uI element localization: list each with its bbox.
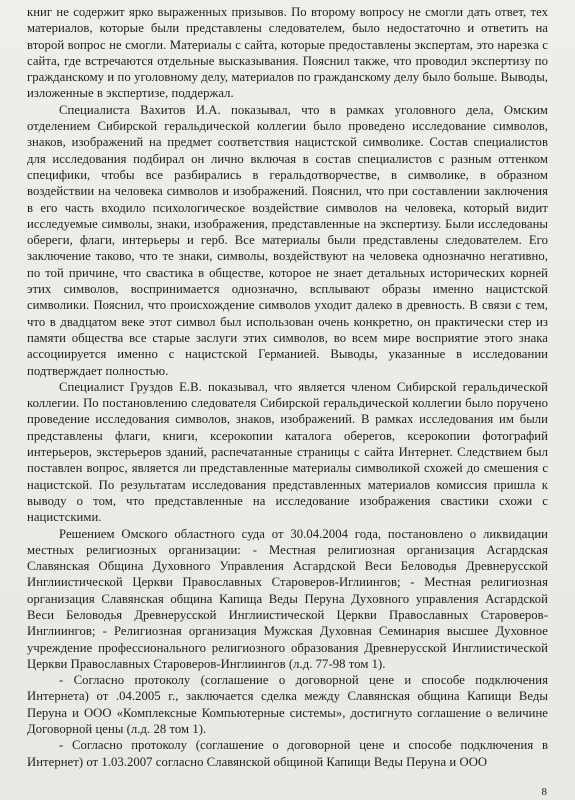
paragraph-gruzdov-testimony: Специалист Груздов Е.В. показывал, что является членом Сибирской геральдической коллегии. По постановлению следователя Сибирской геральдической коллегии было поручено проведение исследования символов, знаков, изображений. В рамках исследования им были представлены флаги, книги, ксерокопии каталога оберегов, ксерокопии фотографий интерьеров, экстерьеров зданий, распечатанные страницы с сайта Интернет. Следствием был поставлен вопрос, является ли представленные материалы символикой схожей до смешения с нацистской. По результатам исследования представленных материалов комиссия пришла к выводу о том, что представленные на исследование изображения свастики схожи с нацистскими.	[27, 379, 548, 525]
document-body	[27, 4, 548, 770]
page-number: 8	[541, 786, 547, 798]
paragraph-vakhitov-testimony: Специалиста Вахитов И.А. показывал, что в рамках уголовного дела, Омским отделением Сибирской геральдической коллегии было проведено исследование символов, знаков, изображений на предмет соответствия нацистской символике. Состав специалистов для исследования подбирал он лично включая в состав специалистов с разным оттенком специфики, чтобы все разбирались в геральдотворчестве, в символике, в образном воздействии на человека символов и изображений. Пояснил, что при составлении заключения в его часть входило психологическое воздействие символов на человека, который видит исследуемые символы, знаки, изображения, представленные на экспертизу. Были исследованы обереги, флаги, интерьеры и герб. Все материалы были представлены следователем. Его заключение таково, что те знаки, символы, воздействуют на человека однозначно негативно, по той причине, что свастика в обществе, которое не знает детальных исторических корней этих символов, воспринимается однозначно, всплывают образы именно нацистской символики. Пояснил, что происхождение символов уходит далеко в древность. В связи с тем, что в двадцатом веке этот символ был использован очень конкретно, он практически стер из памяти общества все старые заслуги этих символов, во всем мире восприятие этого знака ассоциируется именно с нацистской Германией. Выводы, указанные в исследовании подтверждает полностью.	[27, 102, 548, 378]
paragraph-expert-testimony-end: книг не содержит ярко выраженных призывов. По второму вопросу не смогли дать ответ, тех материалов, которые были представлены следователем, было недостаточно и ответить на второй вопрос не смогли. Материалы с сайта, которые предоставлены экспертам, это нарезка с сайта, где встречаются отдельные высказывания. Пояснил также, что проводил экспертизу по гражданскому и по уголовному делу, материалов по гражданскому делу было больше. Выводы, изложенные в экспертизе, поддержал.	[27, 5, 548, 101]
paragraph-court-decision: Решением Омского областного суда от 30.04.2004 года, постановлено о ликвидации местных религиозных организации: - Местная религиозная организация Асгардская Славянская Община Духовного Управления Асгардской Веси Беловодья Древнерусской Инглиистической Церкви Православных Староверов-Иглиингов; - Местная религиозная организация Славянская община Капища Веды Перуна Духовного управления Асгардской Веси Беловодья Древнерусской Инглиистической Церкви Православных Староверов-Инглиингов; - Религиозная организация Мужская Духовная Семинария высшее Духовное учреждение профессионального религиозного образования Древнерусской Инглиистической Церкви Православных Староверов-Инглиингов (л.д. 77-98 том 1).	[27, 526, 548, 671]
paragraph-protocol-2005: - Согласно протоколу (соглашение о договорной цене и способе подключения Интернета) от .04.2005 г., заключается сделка между Славянская община Капищи Веды Перуна и ООО «Комплексные Компьютерные системы», достигнуто соглашение о величине Договорной цены (л.д. 28 том 1).	[27, 673, 548, 737]
paragraph-protocol-2007: - Согласно протоколу (соглашение о договорной цене и способе подключения в Интернет) от 1.03.2007 согласно Славянской общиной Капищи Веды Перуна и ООО	[27, 738, 548, 769]
